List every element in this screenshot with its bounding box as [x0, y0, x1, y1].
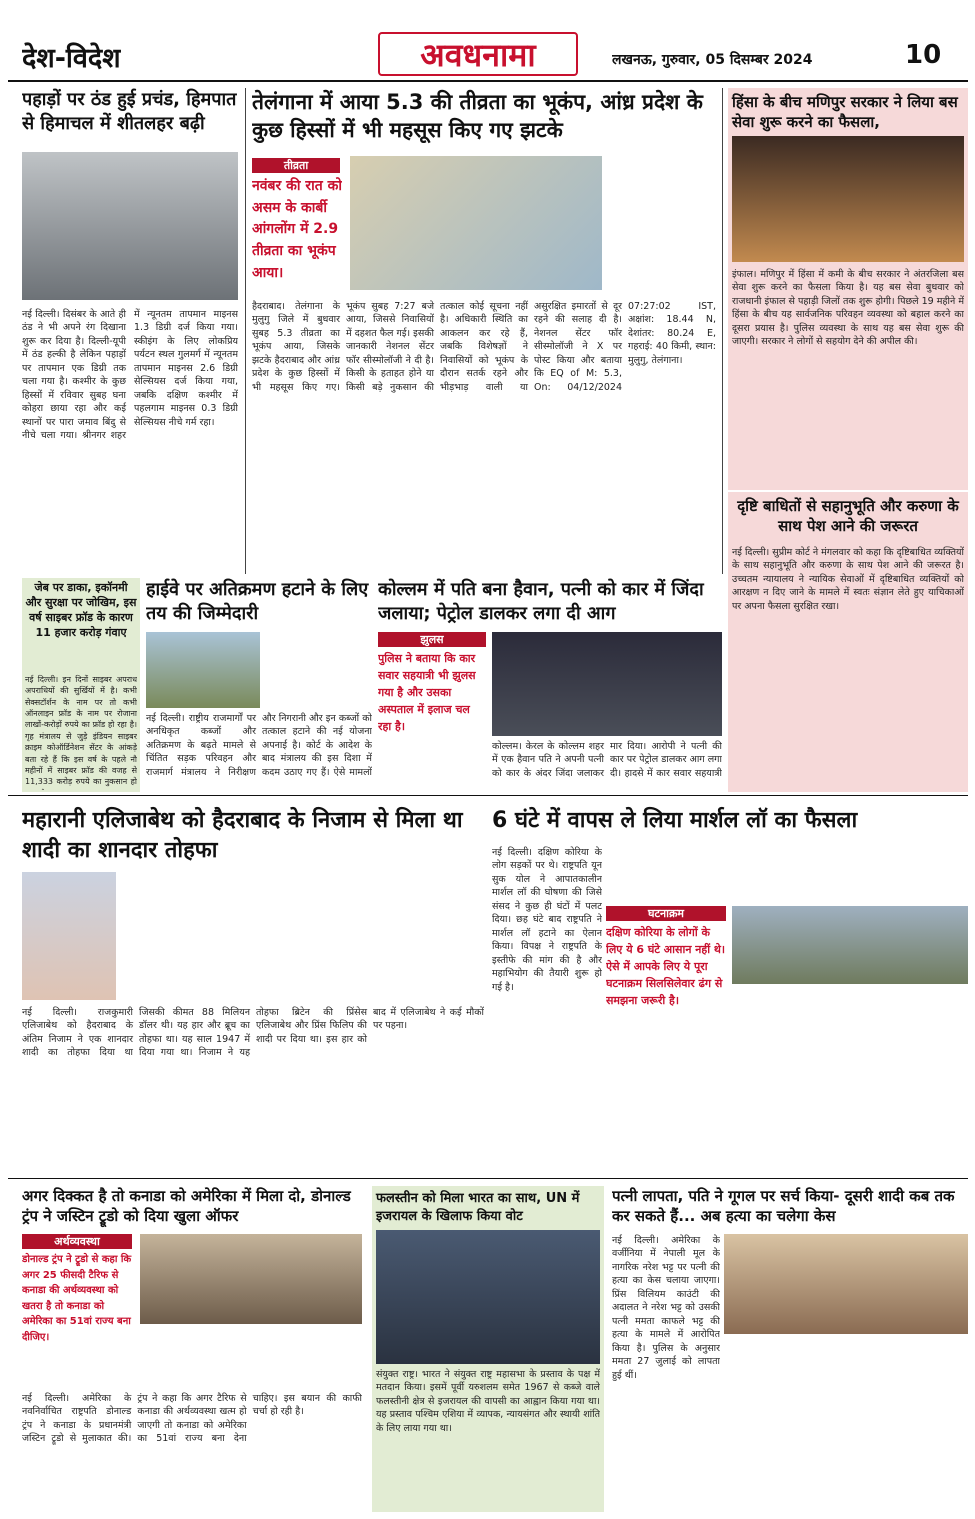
crime-scene-photo: [492, 632, 722, 736]
section-label: देश-विदेश: [22, 43, 121, 74]
headline: हाईवे पर अतिक्रमण हटाने के लिए तय की जिम्मेदारी: [146, 579, 369, 625]
highway-photo: [146, 632, 260, 708]
story-body: कोल्लम। केरल के कोल्लम शहर में एक हैवान पति ने अपनी पत्नी को कार के अंदर जिंदा जलाकर मार दिया। आरोपी ने पत्नी की कार पर पेट्रोल डालकर आग लगा दी। हादसे में कार सवार सहयात्री: [492, 741, 722, 779]
pull-quote: पुलिस ने बताया कि कार सवार सहयात्री भी झुलस गया है और उसका अस्पताल में इलाज चल रहा है।: [378, 652, 476, 734]
story-kollam: [378, 578, 722, 792]
story-martial-law: [492, 806, 968, 1176]
headline: जेब पर डाका, इकॉनमी और सुरक्षा पर जोखिम, इस वर्ष साइबर फ्रॉड के कारण 11 हजार करोड़ गंवाए: [25, 581, 137, 639]
headline: दृष्टि बाधितों से सहानुभूति और करुणा के साथ पेश आने की जरूरत: [737, 497, 959, 536]
story-body: नई दिल्ली। अमेरिका के वर्जीनिया में नेपाली मूल के नागरिक नरेश भट्ट पर पत्नी की हत्या का केस चलाया जाएगा। प्रिंस विलियम काउंटी की अदालत ने नरेश भट्ट को उसकी पत्नी ममता काफले भट्ट की हत्या के मामले में आरोपित किया है। पुलिस के अनुसार ममता 27 जुलाई को लापता हुई थीं।: [612, 1235, 720, 1381]
section-rule: [8, 795, 968, 796]
story-body: इंफाल। मणिपुर में हिंसा में कमी के बीच सरकार ने अंतरजिला बस सेवा शुरू करने का फैसला किया है। यह बस सेवा बुधवार को राजधानी इंफाल से पहाड़ी जिलों तक शुरू होगी। पिछले 19 महीने में हिंसा के बीच यह सार्वजनिक परिवहन व्यवस्था को बहाल करने का दूसरा प्रयास है। पुलिस व्यवस्था के साथ यह बस सेवा शुरू की जाएगी। सरकार ने लोगों से सहयोग देने की अपील की।: [732, 269, 964, 348]
story-canada: [22, 1186, 362, 1512]
story-body: नई दिल्ली। राजकुमारी एलिजाबेथ को हैदराबाद के अंतिम निजाम ने एक शानदार शादी का तोहफा दिया था जिसकी कीमत 88 मिलियन डॉलर थी। यह हार और ब्रूच का तोहफा था। यह साल 1947 में दिया गया था। निजाम ने यह तोहफा ब्रिटेन की प्रिंसेस एलिजाबेथ और प्रिंस फिलिप की शादी पर दिया था। इस हार को बाद में एलिजाबेथ ने कई मौकों पर पहना।: [22, 1007, 484, 1059]
story-quake: [252, 88, 716, 574]
quake-map: [350, 156, 602, 290]
logo-text: अवधनामा: [420, 35, 536, 74]
story-body: नई दिल्ली। दक्षिण कोरिया के लोग सड़कों पर थे। राष्ट्रपति यून सुक योल ने आपातकालीन मार्शल लॉ की घोषणा की जिसे संसद ने कुछ ही घंटों में पलट दिया। छह घंटे बाद राष्ट्रपति ने मार्शल लॉ हटाने का ऐलान किया। विपक्ष ने राष्ट्रपति के इस्तीफे की मांग की है और महाभियोग की तैयारी शुरू हो गई है।: [492, 847, 602, 993]
story-body: नई दिल्ली। अमेरिका के नवनिर्वाचित राष्ट्रपति डोनाल्ड ट्रंप ने कनाडा के प्रधानमंत्री जस्टिन ट्रूडो से मुलाकात की। ट्रंप ने कहा कि अगर टैरिफ से कनाडा की अर्थव्यवस्था खत्म हो जाएगी तो कनाडा को अमेरिका का 51वां राज्य बना देना चाहिए। इस बयान की काफी चर्चा हो रही है।: [22, 1393, 362, 1445]
masthead: [0, 0, 975, 80]
newspaper-logo: [378, 32, 578, 76]
kicker: घटनाक्रम: [606, 906, 726, 921]
story-manipur: [728, 88, 968, 490]
queen-photo: [22, 872, 116, 1000]
un-photo: [376, 1230, 600, 1364]
kicker: अर्थव्यवस्था: [22, 1234, 132, 1249]
headline: कोल्लम में पति बना हैवान, पत्नी को कार में जिंदा जलाया; पेट्रोल डालकर लगा दी आग: [378, 579, 704, 625]
kicker: झुलस: [378, 632, 486, 647]
headline: पत्नी लापता, पति ने गूगल पर सर्च किया- दूसरी शादी कब तक कर सकते हैं... अब हत्या का चलेगा केस: [612, 1187, 955, 1226]
story-body: संयुक्त राष्ट्र। भारत ने संयुक्त राष्ट्र महासभा के प्रस्ताव के पक्ष में मतदान किया। इसमें पूर्वी यरुशलम समेत 1967 से कब्जे वाले फलस्तीनी क्षेत्र से इजरायल की वापसी का आह्वान किया गया था। यह प्रस्ताव पश्चिम एशिया में व्यापक, न्यायसंगत और स्थायी शांति के लिए लाया गया था।: [376, 1369, 600, 1434]
page-number: 10: [905, 40, 942, 70]
seoul-photo: [732, 906, 968, 984]
story-cold: [22, 88, 238, 574]
story-disabled: [728, 492, 968, 792]
pull-quote: दक्षिण कोरिया के लोगों के लिए ये 6 घंटे आसान नहीं थे। ऐसे में आपके लिए ये पूरा घटनाक्रम सिलसिलेवार ढंग से समझना जरूरी है।: [606, 926, 726, 1008]
column-divider: [245, 88, 246, 574]
protest-photo: [732, 136, 964, 262]
headline: पहाड़ों पर ठंड हुई प्रचंड, हिमपात से हिमाचल में शीतलहर बढ़ी: [22, 89, 237, 135]
story-wife-missing: [612, 1186, 968, 1512]
section-rule: [8, 1178, 968, 1179]
headline: 6 घंटे में वापस ले लिया मार्शल लॉ का फैसला: [492, 808, 858, 833]
trump-trudeau-photo: [140, 1234, 362, 1324]
headline: अगर दिक्कत है तो कनाडा को अमेरिका में मिला दो, डोनाल्ड ट्रंप ने जस्टिन ट्रूडो को दिया खुला ऑफर: [22, 1187, 351, 1226]
story-body: नई दिल्ली। सुप्रीम कोर्ट ने मंगलवार को कहा कि दृष्टिबाधित व्यक्तियों के साथ सहानुभूति और करुणा के साथ पेश आने की जरूरत है। उच्चतम न्यायालय ने न्यायिक सेवाओं में दृष्टिबाधित व्यक्तियों को आरक्षण न दिए जाने के मामले में स्वतः संज्ञान लेते हुए याचिकाओं पर अपना फैसला सुरक्षित रखा।: [732, 547, 964, 612]
story-cyber: [22, 578, 140, 792]
headline: महारानी एलिजाबेथ को हैदराबाद के निजाम से मिला था शादी का शानदार तोहफा: [22, 808, 463, 863]
pull-quote: डोनाल्ड ट्रंप ने ट्रूडो से कहा कि अगर 25 फीसदी टैरिफ से कनाडा की अर्थव्यवस्था को खतरा है तो कनाडा को अमेरिका का 51वां राज्य बना दीजिए।: [22, 1254, 132, 1343]
story-body: नई दिल्ली। दिसंबर के आते ही ठंड ने भी अपने रंग दिखाना शुरू कर दिया है। दिल्ली-यूपी में ठंड हल्की है लेकिन पहाड़ों पर तापमान एक डिग्री तक चला गया है। कश्मीर के कुछ हिस्सों में रविवार सुबह घना कोहरा छाया रहा और कई स्थानों पर पारा जमाव बिंदु से नीचे चला गया। श्रीनगर शहर में न्यूनतम तापमान माइनस 1.3 डिग्री दर्ज किया गया। स्कीइंग के लिए लोकप्रिय पर्यटन स्थल गुलमर्ग में न्यूनतम तापमान माइनस 2.6 डिग्री सेल्सियस दर्ज किया गया, जबकि दक्षिण कश्मीर में पहलगाम माइनस 0.3 डिग्री सेल्सियस नीचे गर्म रहा।: [22, 309, 238, 442]
masthead-rule: [8, 80, 968, 82]
story-highway: [146, 578, 372, 792]
kicker: तीव्रता: [252, 158, 340, 173]
story-un: [372, 1186, 604, 1512]
headline: तेलंगाना में आया 5.3 की तीव्रता का भूकंप, आंध्र प्रदेश के कुछ हिस्सों में भी महसूस किए गए झटके: [252, 90, 703, 143]
headline: हिंसा के बीच मणिपुर सरकार ने लिया बस सेवा शुरू करने का फैसला,: [732, 93, 958, 132]
headline: फलस्तीन को मिला भारत का साथ, UN में इजरायल के खिलाफ किया वोट: [376, 1191, 580, 1224]
couple-photo: [724, 1234, 968, 1334]
column-divider: [722, 88, 723, 574]
story-body: नई दिल्ली। इन दिनों साइबर अपराध अपराधियों की सुर्खियों में है। कभी सेक्सटॉर्शन के नाम पर तो कभी ऑनलाइन फ्रॉड के नाम पर रोजाना लाखों-करोड़ों रुपये का फ्रॉड हो रहा है। गृह मंत्रालय से जुड़े इंडियन साइबर क्राइम कोऑर्डिनेशन सेंटर के आंकड़े बता रहे हैं कि इस वर्ष के पहले नौ महीनों में साइबर फ्रॉड की वजह से 11,333 करोड़ रुपये का नुकसान हो: [25, 675, 137, 787]
dateline: लखनऊ, गुरुवार, 05 दिसम्बर 2024: [612, 52, 813, 68]
story-body: नई दिल्ली। राष्ट्रीय राजमार्गों पर अनधिकृत कब्जों और अतिक्रमण के बढ़ते मामले से चिंतित सड़क परिवहन और राजमार्ग मंत्रालय ने निरीक्षण और निगरानी और इन कब्जों को तत्काल हटाने की नई योजना अपनाई है। कोर्ट के आदेश के बाद मंत्रालय की इस दिशा में कदम उठाए गए हैं। ऐसे मामलों: [146, 713, 372, 778]
story-body: हैदराबाद। तेलंगाना के मुलुगु जिले में बुधवार सुबह 5.3 तीव्रता का भूकंप आया, जिसके झटके हैदराबाद और आंध्र प्रदेश के कुछ हिस्सों में भी महसूस किए गए। भूकंप सुबह 7:27 बजे आया, जिससे निवासियों में दहशत फैल गई। इसकी जानकारी नेशनल सेंटर फॉर सीस्मोलॉजी ने दी है। किसी के हताहत होने या किसी बड़े नुकसान की तत्काल कोई सूचना नहीं है। अधिकारी स्थिति का आकलन कर रहे हैं, जबकि विशेषज्ञों ने निवासियों को भूकंप के दौरान सतर्क रहने और भीड़भाड़ वाली या असुरक्षित इमारतों से दूर रहने की सलाह दी है। नेशनल सेंटर फॉर सीस्मोलॉजी ने X पर पोस्ट किया और बताया कि EQ of M: 5.3, On: 04/12/2024 07:27:02 IST, अक्षांश: 18.44 N, देशांतर: 80.24 E, गहराई: 40 किमी, स्थान: मुलुगु, तेलंगाना।: [252, 301, 716, 393]
pull-quote: नवंबर की रात को असम के कार्बी आंगलोंग में 2.9 तीव्रता का भूकंप आया।: [252, 178, 342, 281]
story-elizabeth: [22, 806, 484, 1176]
snow-photo: [22, 152, 238, 300]
